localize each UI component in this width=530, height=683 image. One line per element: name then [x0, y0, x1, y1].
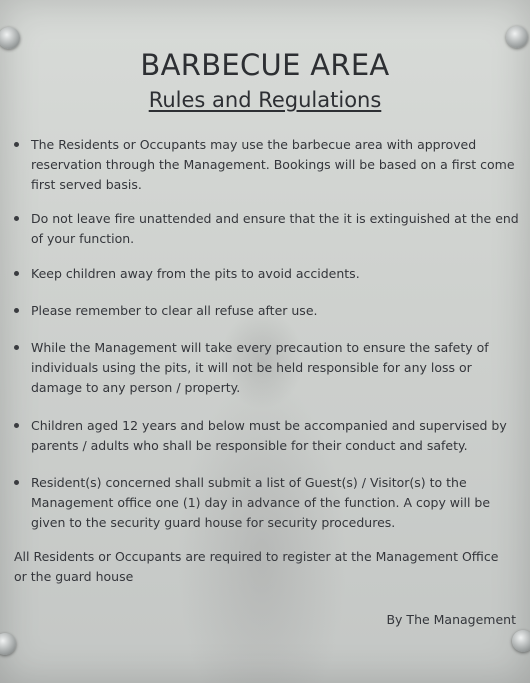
rule-item	[14, 264, 522, 284]
rule-text: Keep children away from the pits to avoid accidents.	[31, 266, 360, 281]
bullet-icon	[14, 480, 19, 485]
rule-text: Children aged 12 years and below must be accompanied and supervised by parents / adults who shall be responsible for their conduct and safety.	[31, 418, 507, 453]
bullet-icon	[14, 271, 19, 276]
rules-list	[14, 135, 522, 533]
bullet-icon	[14, 308, 19, 313]
rule-item	[14, 473, 522, 533]
rule-item	[14, 301, 522, 321]
signature: By The Management	[386, 612, 516, 627]
screw-top-left	[0, 27, 20, 49]
screw-bottom-left	[0, 633, 16, 655]
rule-text: While the Management will take every precaution to ensure the safety of individuals using the pits, it will not be held responsible for any loss or damage to any person / property.	[31, 340, 489, 395]
bullet-icon	[14, 423, 19, 428]
bullet-icon	[14, 345, 19, 350]
screw-top-right	[506, 26, 528, 48]
rule-item	[14, 416, 522, 456]
bullet-icon	[14, 142, 19, 147]
sign-subtitle: Rules and Regulations	[148, 88, 382, 112]
bullet-icon	[14, 216, 19, 221]
rule-text: Please remember to clear all refuse after use.	[31, 303, 318, 318]
rule-item	[14, 135, 522, 195]
rule-text: The Residents or Occupants may use the barbecue area with approved reservation through the Management. Bookings will be based on a first come first served basis.	[31, 137, 515, 192]
rule-text: Resident(s) concerned shall submit a list of Guest(s) / Visitor(s) to the Management office one (1) day in advance of the function. A copy will be given to the security guard house for security procedures.	[31, 475, 491, 530]
screw-bottom-right	[512, 630, 530, 652]
sign-title: BARBECUE AREA	[140, 48, 390, 82]
registration-note: All Residents or Occupants are required to register at the Management Office or the guard house	[14, 549, 499, 584]
rule-text: Do not leave fire unattended and ensure that the it is extinguished at the end of your function.	[31, 211, 519, 246]
rule-item	[14, 209, 522, 249]
rule-item	[14, 338, 522, 398]
